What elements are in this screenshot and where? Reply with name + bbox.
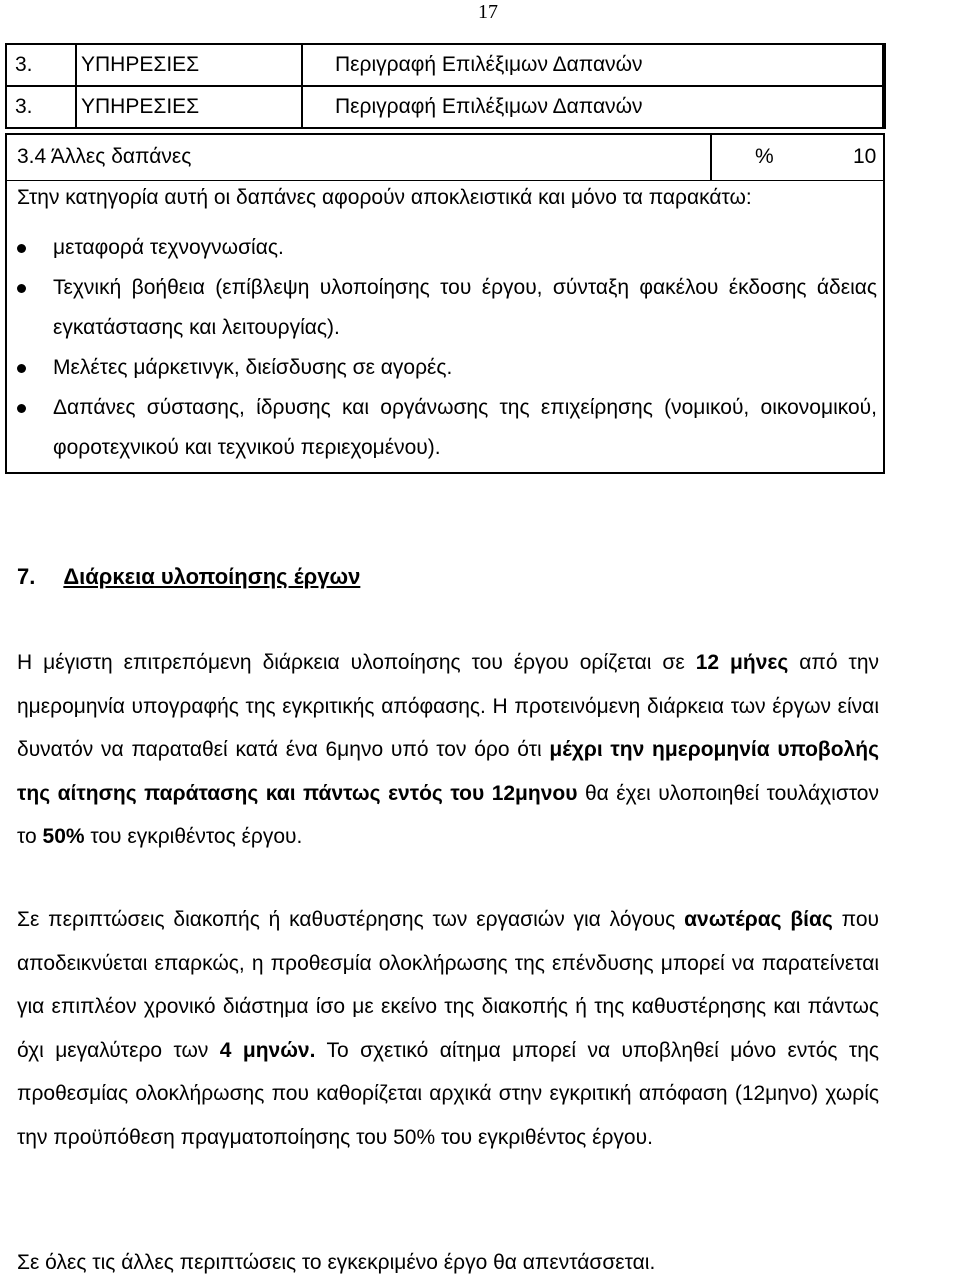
force-majeure-paragraph: [17, 898, 879, 1159]
header-row-category: ΥΠΗΡΕΣΙΕΣ: [76, 44, 302, 86]
paragraph-emphasis: ανωτέρας βίας: [684, 908, 833, 931]
list-item: [17, 348, 877, 388]
header-row: [6, 86, 884, 128]
bullet-icon: [17, 404, 26, 413]
list-item: [17, 268, 877, 348]
header-row-description: Περιγραφή Επιλέξιμων Δαπανών: [302, 44, 884, 86]
expenses-box-title: 3.4 Άλλες δαπάνες: [17, 145, 192, 168]
paragraph-text: του εγκριθέντος έργου.: [84, 825, 303, 848]
list-item-text: μεταφορά τεχνογνωσίας.: [53, 236, 284, 259]
paragraph-text: Η μέγιστη επιτρεπόμενη διάρκεια υλοποίησης του έργου ορίζεται σε: [17, 651, 696, 674]
paragraph-emphasis: 50%: [42, 825, 85, 848]
section-title: Διάρκεια υλοποίησης έργων: [63, 564, 361, 589]
header-table: [5, 43, 886, 129]
paragraph-emphasis: 4 μηνών.: [219, 1038, 316, 1062]
section-number: 7.: [17, 564, 36, 589]
expenses-box-header: [5, 133, 885, 181]
bullet-icon: [17, 364, 26, 373]
list-item-text: Μελέτες μάρκετινγκ, διείσδυσης σε αγορές.: [53, 356, 453, 379]
duration-paragraph: [17, 641, 879, 859]
header-row-number: 3.: [6, 86, 76, 128]
bullet-icon: [17, 244, 26, 253]
closing-paragraph: Σε όλες τις άλλες περιπτώσεις το εγκεκριμένο έργο θα απεντάσσεται.: [17, 1251, 656, 1274]
paragraph-text: από την ημερομηνία υπογραφής της εγκριτικής απόφασης. Η προτεινόμενη διάρκεια των έργων είναι δυνατόν να παραταθεί κατά ένα 6μηνο υπό τον όρο ότι: [17, 651, 880, 761]
list-item-text: Δαπάνες σύστασης, ίδρυσης και οργάνωσης της επιχείρησης (νομικού, οικονομικού, φοροτεχνικού και τεχνικού περιεχομένου).: [53, 396, 877, 459]
list-item-text: Τεχνική βοήθεια (επίβλεψη υλοποίησης του έργου, σύνταξη φακέλου έκδοσης άδειας εγκατάστασης και λειτουργίας).: [53, 276, 877, 339]
paragraph-text: θα έχει υλοποιηθεί τουλάχιστον το: [17, 781, 879, 848]
section-heading: [17, 564, 360, 590]
page-number: 17: [478, 1, 498, 23]
header-row: [6, 44, 884, 86]
header-row-number: 3.: [6, 44, 76, 86]
header-row-category: ΥΠΗΡΕΣΙΕΣ: [76, 86, 302, 128]
header-row-description: Περιγραφή Επιλέξιμων Δαπανών: [302, 86, 884, 128]
list-item: [17, 228, 877, 268]
percent-sign: %: [755, 145, 774, 168]
bullet-icon: [17, 284, 26, 293]
percent-value: 10: [853, 145, 877, 168]
column-divider: [710, 133, 712, 180]
expenses-bullet-list: [17, 228, 877, 468]
paragraph-text: Σε περιπτώσεις διακοπής ή καθυστέρησης των εργασιών για λόγους: [17, 908, 685, 931]
list-item: [17, 388, 877, 468]
paragraph-text: Το σχετικό αίτημα μπορεί να υποβληθεί μόνο εντός της προθεσμίας ολοκλήρωσης που καθορίζεται αρχικά στην εγκριτική απόφαση (12μηνο) χωρίς την προϋπόθεση πραγματοποίησης του 50% του εγκριθέντος έργου.: [17, 1038, 879, 1149]
expenses-box-intro: Στην κατηγορία αυτή οι δαπάνες αφορούν αποκλειστικά και μόνο τα παρακάτω:: [17, 186, 752, 209]
paragraph-emphasis: μέχρι την ημερομηνία υποβολής της αίτησης παράτασης και πάντως εντός του 12μηνου: [17, 738, 879, 805]
paragraph-text: που αποδεικνύεται επαρκώς, η προθεσμία ολοκλήρωσης της επένδυσης μπορεί να παρατείνεται για επιπλέον χρονικό διάστημα ίσο με εκείνο της διακοπής ή της καθυστέρησης και πάντως όχι μεγαλύτερο των: [17, 908, 879, 1062]
paragraph-emphasis: 12 μήνες: [695, 651, 789, 674]
